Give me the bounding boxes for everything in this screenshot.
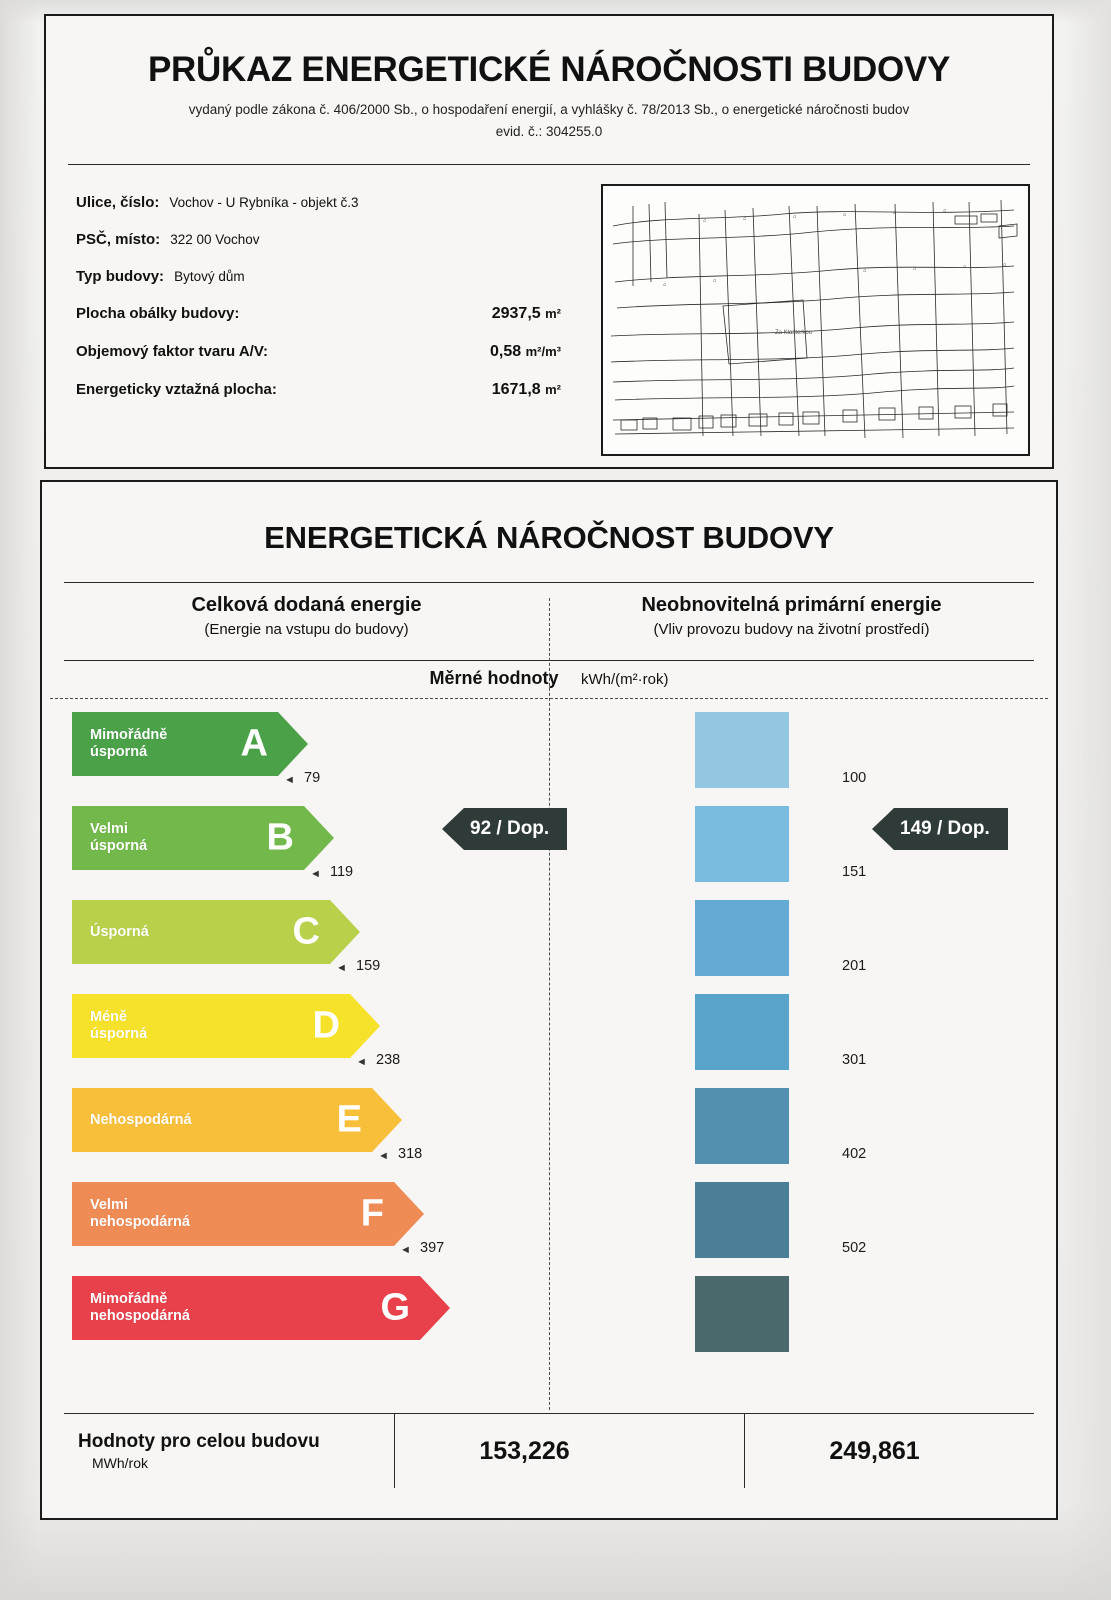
footer-value-delivered-energy: 153,226 — [479, 1436, 570, 1465]
svg-text:⌂: ⌂ — [913, 266, 917, 272]
flag-body-left — [464, 808, 567, 850]
footer-label-title: Hodnoty pro celou budovu — [78, 1431, 320, 1452]
boundary-value-a: 79 — [304, 770, 321, 786]
boundary-value-c: 159 — [356, 958, 381, 974]
primary-energy-boundary-5: 402 — [842, 1146, 867, 1162]
primary-energy-boundary-3: 201 — [842, 958, 867, 974]
whole-building-values-row — [64, 1414, 1034, 1488]
site-map-image — [601, 184, 1030, 456]
svg-text:⌂: ⌂ — [963, 264, 967, 270]
primary-energy-cell-4 — [695, 994, 789, 1070]
info-row-building-type — [76, 268, 621, 285]
energy-class-arrow-f — [72, 1182, 424, 1246]
svg-text:⌂: ⌂ — [713, 278, 717, 284]
col-left-heading: Celková dodaná energie — [191, 594, 422, 616]
energy-class-row-b — [72, 806, 334, 870]
scan-shadow-left — [0, 0, 38, 1600]
boundary-caret-f: ◄ — [400, 1244, 411, 1256]
svg-text:⌂: ⌂ — [703, 218, 707, 224]
energy-class-label-f: Velmi nehospodárná — [90, 1197, 190, 1230]
document-subtitle-evidence: evid. č.: 304255.0 — [495, 123, 603, 139]
energy-class-row-e — [72, 1088, 402, 1152]
footer-label-block — [64, 1431, 394, 1471]
primary-energy-cell-5 — [695, 1088, 789, 1164]
energy-class-label-g: Mimořádně nehospodárná — [90, 1291, 190, 1324]
energy-class-label-b: Velmi úsporná — [90, 821, 148, 854]
arrow-tip-c — [330, 900, 360, 964]
header-divider — [68, 164, 1030, 165]
shape-factor-number: 0,58 — [490, 343, 522, 360]
units-label: Měrné hodnoty — [429, 668, 559, 688]
svg-text:⌂: ⌂ — [663, 282, 667, 288]
result-value-primary-energy: 149 / Dop. — [900, 818, 990, 839]
units-value: kWh/(m²·rok) — [580, 671, 669, 688]
energy-class-row-f — [72, 1182, 424, 1246]
result-flag-primary-energy — [872, 808, 1008, 850]
document-subtitle-law: vydaný podle zákona č. 406/2000 Sb., o hospodaření energií, a vyhlášky č. 78/2013 Sb., o energetické náročnosti budov — [188, 102, 910, 117]
info-label-reference-area: Energeticky vztažná plocha: — [76, 381, 277, 398]
boundary-caret-b: ◄ — [310, 868, 321, 880]
energy-class-label-d: Méně úsporná — [90, 1009, 148, 1042]
envelope-area-number: 2937,5 — [491, 305, 541, 322]
boundary-caret-a: ◄ — [284, 774, 295, 786]
scan-shadow-right — [1065, 0, 1111, 1600]
column-header-delivered-energy — [64, 594, 549, 638]
envelope-area-unit: m² — [545, 306, 561, 321]
reference-area-unit: m² — [545, 382, 561, 397]
arrow-tip-f — [394, 1182, 424, 1246]
info-value-postcode: 322 00 Vochov — [170, 232, 260, 247]
energy-class-label-e: Nehospodárná — [90, 1111, 192, 1128]
boundary-value-f: 397 — [420, 1240, 445, 1256]
footer-label-unit: MWh/rok — [92, 1455, 148, 1471]
flag-tip-left — [442, 808, 464, 850]
energy-class-letter-c: C — [292, 910, 320, 953]
energy-class-arrow-a — [72, 712, 308, 776]
svg-text:⌂: ⌂ — [1003, 262, 1007, 268]
info-row-reference-area — [76, 381, 621, 399]
arrow-body-e — [72, 1088, 372, 1152]
info-label-shape-factor: Objemový faktor tvaru A/V: — [76, 343, 268, 360]
energy-class-letter-e: E — [336, 1098, 362, 1141]
boundary-value-d: 238 — [376, 1052, 401, 1068]
energy-class-row-c — [72, 900, 360, 964]
info-label-postcode: PSČ, místo: — [76, 231, 161, 248]
primary-energy-boundary-2: 151 — [842, 864, 867, 880]
arrow-body-d — [72, 994, 350, 1058]
info-row-shape-factor — [76, 343, 621, 361]
energy-class-letter-f: F — [360, 1192, 384, 1235]
primary-energy-cell-3 — [695, 900, 789, 976]
document-title: PRŮKAZ ENERGETICKÉ NÁROČNOSTI BUDOVY — [147, 50, 951, 89]
flag-tip-right — [872, 808, 894, 850]
col-right-subheading: (Vliv provozu budovy na životní prostředí) — [653, 621, 930, 638]
info-value-building-type: Bytový dům — [174, 269, 245, 284]
info-row-postcode — [76, 231, 621, 248]
svg-text:⌂: ⌂ — [743, 216, 747, 222]
arrow-body-b — [72, 806, 304, 870]
arrow-body-c — [72, 900, 330, 964]
primary-energy-boundary-1: 100 — [842, 770, 867, 786]
info-row-envelope-area — [76, 305, 621, 323]
info-label-street: Ulice, číslo: — [76, 194, 160, 211]
arrow-body-g — [72, 1276, 420, 1340]
energy-class-arrow-d — [72, 994, 380, 1058]
header-card — [44, 14, 1054, 469]
primary-energy-cell-6 — [695, 1182, 789, 1258]
column-header-primary-energy — [549, 594, 1034, 638]
boundary-caret-e: ◄ — [378, 1150, 389, 1162]
arrow-body-a — [72, 712, 278, 776]
energy-class-row-d — [72, 994, 380, 1058]
svg-text:⌂: ⌂ — [843, 212, 847, 218]
result-value-delivered-energy: 92 / Dop. — [470, 818, 550, 839]
energy-class-arrow-b — [72, 806, 334, 870]
energy-class-row-a — [72, 712, 308, 776]
building-identification-list — [76, 194, 621, 419]
energy-class-letter-b: B — [266, 816, 294, 859]
site-map-svg — [603, 186, 1024, 450]
boundary-value-b: 119 — [330, 864, 354, 880]
col-right-heading: Neobnovitelná primární energie — [641, 594, 942, 616]
info-label-envelope-area: Plocha obálky budovy: — [76, 305, 240, 322]
arrow-tip-g — [420, 1276, 450, 1340]
info-label-building-type: Typ budovy: — [76, 268, 165, 285]
arrow-tip-d — [350, 994, 380, 1058]
map-caption-label: Za Klašterkou — [775, 330, 813, 336]
section-divider-1 — [64, 582, 1034, 583]
shape-factor-unit: m²/m³ — [525, 344, 561, 359]
info-row-street — [76, 194, 621, 211]
boundary-caret-d: ◄ — [356, 1056, 367, 1068]
primary-energy-boundary-4: 301 — [842, 1052, 867, 1068]
col-left-subheading: (Energie na vstupu do budovy) — [204, 621, 409, 638]
arrow-tip-e — [372, 1088, 402, 1152]
energy-class-row-g — [72, 1276, 450, 1340]
primary-energy-cell-2 — [695, 806, 789, 882]
primary-energy-cell-7 — [695, 1276, 789, 1352]
energy-class-label-a: Mimořádně úsporná — [90, 727, 168, 760]
arrow-body-f — [72, 1182, 394, 1246]
boundary-caret-c: ◄ — [336, 962, 347, 974]
svg-text:⌂: ⌂ — [893, 210, 897, 216]
svg-text:⌂: ⌂ — [943, 208, 947, 214]
primary-energy-cell-1 — [695, 712, 789, 788]
energy-class-letter-a: A — [240, 722, 268, 765]
arrow-tip-b — [304, 806, 334, 870]
energy-class-label-c: Úsporná — [90, 923, 149, 940]
info-value-street: Vochov - U Rybníka - objekt č.3 — [169, 195, 359, 210]
energy-class-letter-g: G — [380, 1286, 410, 1329]
energy-class-arrow-g — [72, 1276, 450, 1340]
svg-text:⌂: ⌂ — [863, 268, 867, 274]
energy-class-arrow-c — [72, 900, 360, 964]
arrow-tip-a — [278, 712, 308, 776]
reference-area-number: 1671,8 — [491, 381, 541, 398]
result-flag-delivered-energy — [442, 808, 567, 850]
flag-body-right — [894, 808, 1008, 850]
energy-performance-card — [40, 480, 1058, 1520]
footer-value-primary-energy: 249,861 — [829, 1436, 920, 1465]
energy-class-letter-d: D — [312, 1004, 340, 1047]
energy-scale-area — [42, 712, 1056, 1410]
energy-class-arrow-e — [72, 1088, 402, 1152]
boundary-value-e: 318 — [398, 1146, 423, 1162]
section-title: ENERGETICKÁ NÁROČNOST BUDOVY — [264, 520, 834, 555]
primary-energy-boundary-6: 502 — [842, 1240, 867, 1256]
svg-text:⌂: ⌂ — [793, 214, 797, 220]
